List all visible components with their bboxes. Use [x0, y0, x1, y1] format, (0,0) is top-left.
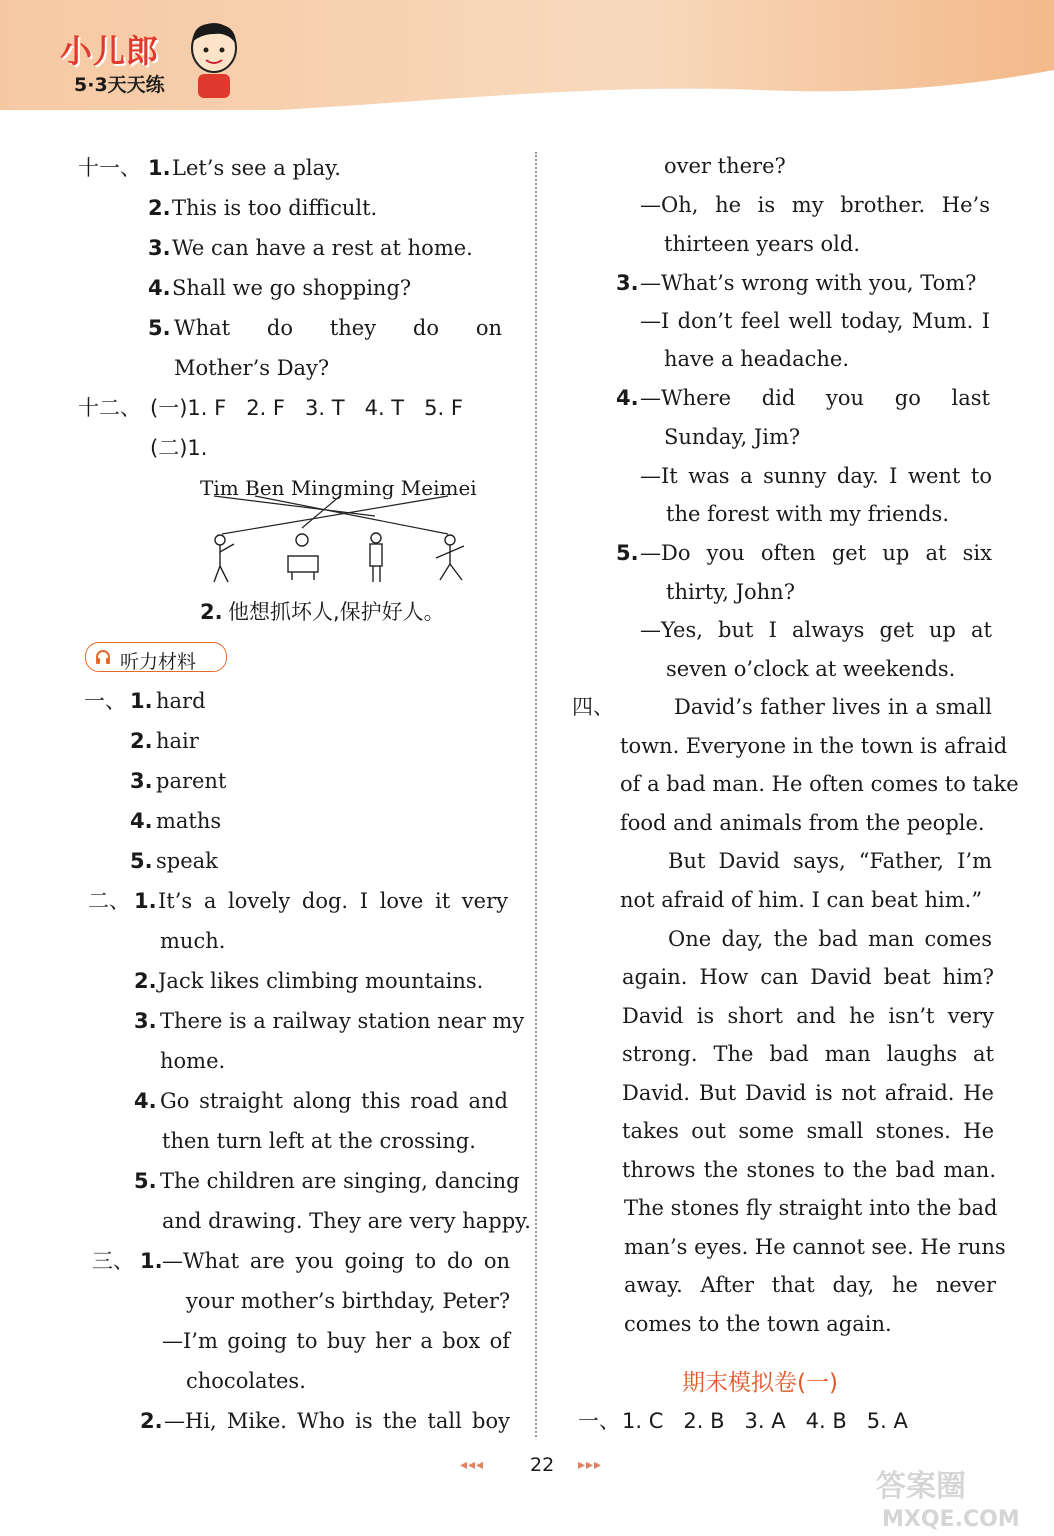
l2-3-num: 3.: [134, 1009, 157, 1033]
s12-q2-num: 2.: [200, 600, 223, 624]
l3-3-answer: —I don’t feel well today, Mum. I: [640, 309, 990, 333]
l1-5: speak: [156, 849, 218, 873]
l3-1-answer: —I’m going to buy her a box of: [162, 1329, 510, 1353]
l3-3-question: —What’s wrong with you, Tom?: [640, 271, 977, 295]
listening-material-badge: [85, 642, 227, 672]
people-icons: [214, 533, 464, 582]
passage-line-13: throws the stones to the bad man.: [622, 1158, 996, 1182]
l3-5-num: 5.: [616, 541, 639, 565]
listening-4-label: 四、: [572, 695, 614, 719]
passage-line-14: The stones fly straight into the bad: [624, 1196, 998, 1220]
l1-5-num: 5.: [130, 849, 153, 873]
l3-1-answer-cont: chocolates.: [186, 1369, 306, 1393]
passage-line-5: But David says, “Father, I’m: [668, 849, 992, 873]
l1-2-num: 2.: [130, 729, 153, 753]
s11-item-3-num: 3.: [148, 236, 171, 260]
passage-line-7: One day, the bad man comes: [668, 927, 992, 951]
l3-2-answer-cont: thirteen years old.: [664, 232, 860, 256]
l2-3-cont: home.: [160, 1049, 226, 1073]
l2-1-cont: much.: [160, 929, 226, 953]
prev-arrows-icon: ◂◂◂: [460, 1457, 485, 1473]
l1-3-num: 3.: [130, 769, 153, 793]
listening-3-label: 三、: [92, 1249, 134, 1273]
headphones-icon: [94, 648, 112, 666]
svg-text:MXQE.COM: MXQE.COM: [882, 1507, 1020, 1532]
s12-q2-answer: 他想抓坏人,保护好人。: [228, 600, 445, 624]
l3-1-question: —What are you going to do on: [162, 1249, 510, 1273]
l3-3-answer-cont: have a headache.: [664, 347, 850, 371]
l2-4-num: 4.: [134, 1089, 157, 1113]
listening-2-label: 二、: [88, 889, 130, 913]
l2-2-num: 2.: [134, 969, 157, 993]
passage-line-3: of a bad man. He often comes to take: [620, 772, 1019, 796]
passage-line-9: David is short and he isn’t very: [622, 1004, 994, 1028]
passage-line-1: David’s father lives in a small: [674, 695, 992, 719]
s11-item-5-num: 5.: [148, 316, 171, 340]
l2-5: The children are singing, dancing: [160, 1169, 520, 1193]
l1-2: hair: [156, 729, 199, 753]
passage-line-10: strong. The bad man laughs at: [622, 1042, 994, 1066]
section-11-label: 十一、: [78, 156, 141, 180]
l2-1-num: 1.: [134, 889, 157, 913]
l3-2-question-cont: over there?: [664, 154, 786, 178]
l3-4-question-cont: Sunday, Jim?: [664, 425, 801, 449]
l2-5-num: 5.: [134, 1169, 157, 1193]
l1-4-num: 4.: [130, 809, 153, 833]
l2-3: There is a railway station near my: [160, 1009, 525, 1033]
l1-4: maths: [156, 809, 222, 833]
s11-item-1-num: 1.: [148, 156, 171, 180]
l3-5-question: —Do you often get up at six: [640, 541, 992, 565]
watermark-logo: [872, 1462, 1042, 1532]
s12-part1-answers: (一)1. F 2. F 3. T 4. T 5. F: [150, 396, 463, 420]
l3-5-answer-cont: seven o’clock at weekends.: [666, 657, 956, 681]
logo-title: 小儿郎: [60, 32, 160, 70]
matching-figure: [200, 474, 490, 594]
s11-item-2: This is too difficult.: [172, 196, 378, 220]
s12-part2-label: (二)1.: [150, 436, 208, 460]
l3-4-num: 4.: [616, 386, 639, 410]
l1-1: hard: [156, 689, 206, 713]
logo-subtitle: 5·3天天练: [74, 74, 165, 96]
passage-line-15: man’s eyes. He cannot see. He runs: [624, 1235, 1006, 1259]
l3-4-answer-cont: the forest with my friends.: [666, 502, 949, 526]
l2-2: Jack likes climbing mountains.: [158, 969, 484, 993]
s11-item-4: Shall we go shopping?: [172, 276, 412, 300]
l3-2-num: 2.: [140, 1409, 163, 1433]
s11-item-5-cont: Mother’s Day?: [174, 356, 330, 380]
passage-line-4: food and animals from the people.: [620, 811, 985, 835]
l2-1: It’s a lovely dog. I love it very: [158, 889, 508, 913]
s11-item-2-num: 2.: [148, 196, 171, 220]
passage-line-11: David. But David is not afraid. He: [622, 1081, 994, 1105]
l2-5-cont: and drawing. They are very happy.: [162, 1209, 531, 1233]
passage-line-17: comes to the town again.: [624, 1312, 892, 1336]
passage-line-8: again. How can David beat him?: [622, 965, 994, 989]
l3-1-question-cont: your mother’s birthday, Peter?: [186, 1289, 511, 1313]
s11-item-3: We can have a rest at home.: [172, 236, 473, 260]
l3-3-num: 3.: [616, 271, 639, 295]
s12-names: Tim Ben Mingming Meimei: [200, 476, 477, 500]
passage-line-2: town. Everyone in the town is afraid: [620, 734, 1008, 758]
page-header: [0, 0, 1054, 110]
s11-item-1: Let’s see a play.: [172, 156, 341, 180]
s11-item-5: What do they do on: [174, 316, 502, 340]
listening-material-label: 听力材料: [120, 651, 197, 673]
l1-1-num: 1.: [130, 689, 153, 713]
l3-4-question: —Where did you go last: [640, 386, 990, 410]
l3-1-num: 1.: [140, 1249, 163, 1273]
passage-line-16: away. After that day, he never: [624, 1273, 996, 1297]
exam-section-title: 期末模拟卷(一): [682, 1370, 838, 1396]
l3-4-answer: —It was a sunny day. I went to: [640, 464, 992, 488]
next-arrows-icon: ▸▸▸: [578, 1457, 603, 1473]
exam-1-label: 一、: [578, 1409, 620, 1433]
s11-item-4-num: 4.: [148, 276, 171, 300]
svg-text:答案圈: 答案圈: [876, 1469, 966, 1504]
l2-4-cont: then turn left at the crossing.: [162, 1129, 476, 1153]
section-12-label: 十二、: [78, 396, 141, 420]
exam-1-answers: 1. C 2. B 3. A 4. B 5. A: [622, 1409, 908, 1433]
passage-line-12: takes out some small stones. He: [622, 1119, 994, 1143]
passage-line-6: not afraid of him. I can beat him.”: [620, 888, 983, 912]
l1-3: parent: [156, 769, 227, 793]
page-number: 22: [530, 1454, 555, 1476]
l2-4: Go straight along this road and: [160, 1089, 508, 1113]
l3-2-answer: —Oh, he is my brother. He’s: [640, 193, 990, 217]
l3-5-question-cont: thirty, John?: [666, 580, 795, 604]
column-divider: [535, 152, 537, 1437]
boy-mascot-icon: [184, 20, 244, 100]
l3-5-answer: —Yes, but I always get up at: [640, 618, 992, 642]
listening-1-label: 一、: [84, 689, 126, 713]
l3-2-question: —Hi, Mike. Who is the tall boy: [164, 1409, 510, 1433]
